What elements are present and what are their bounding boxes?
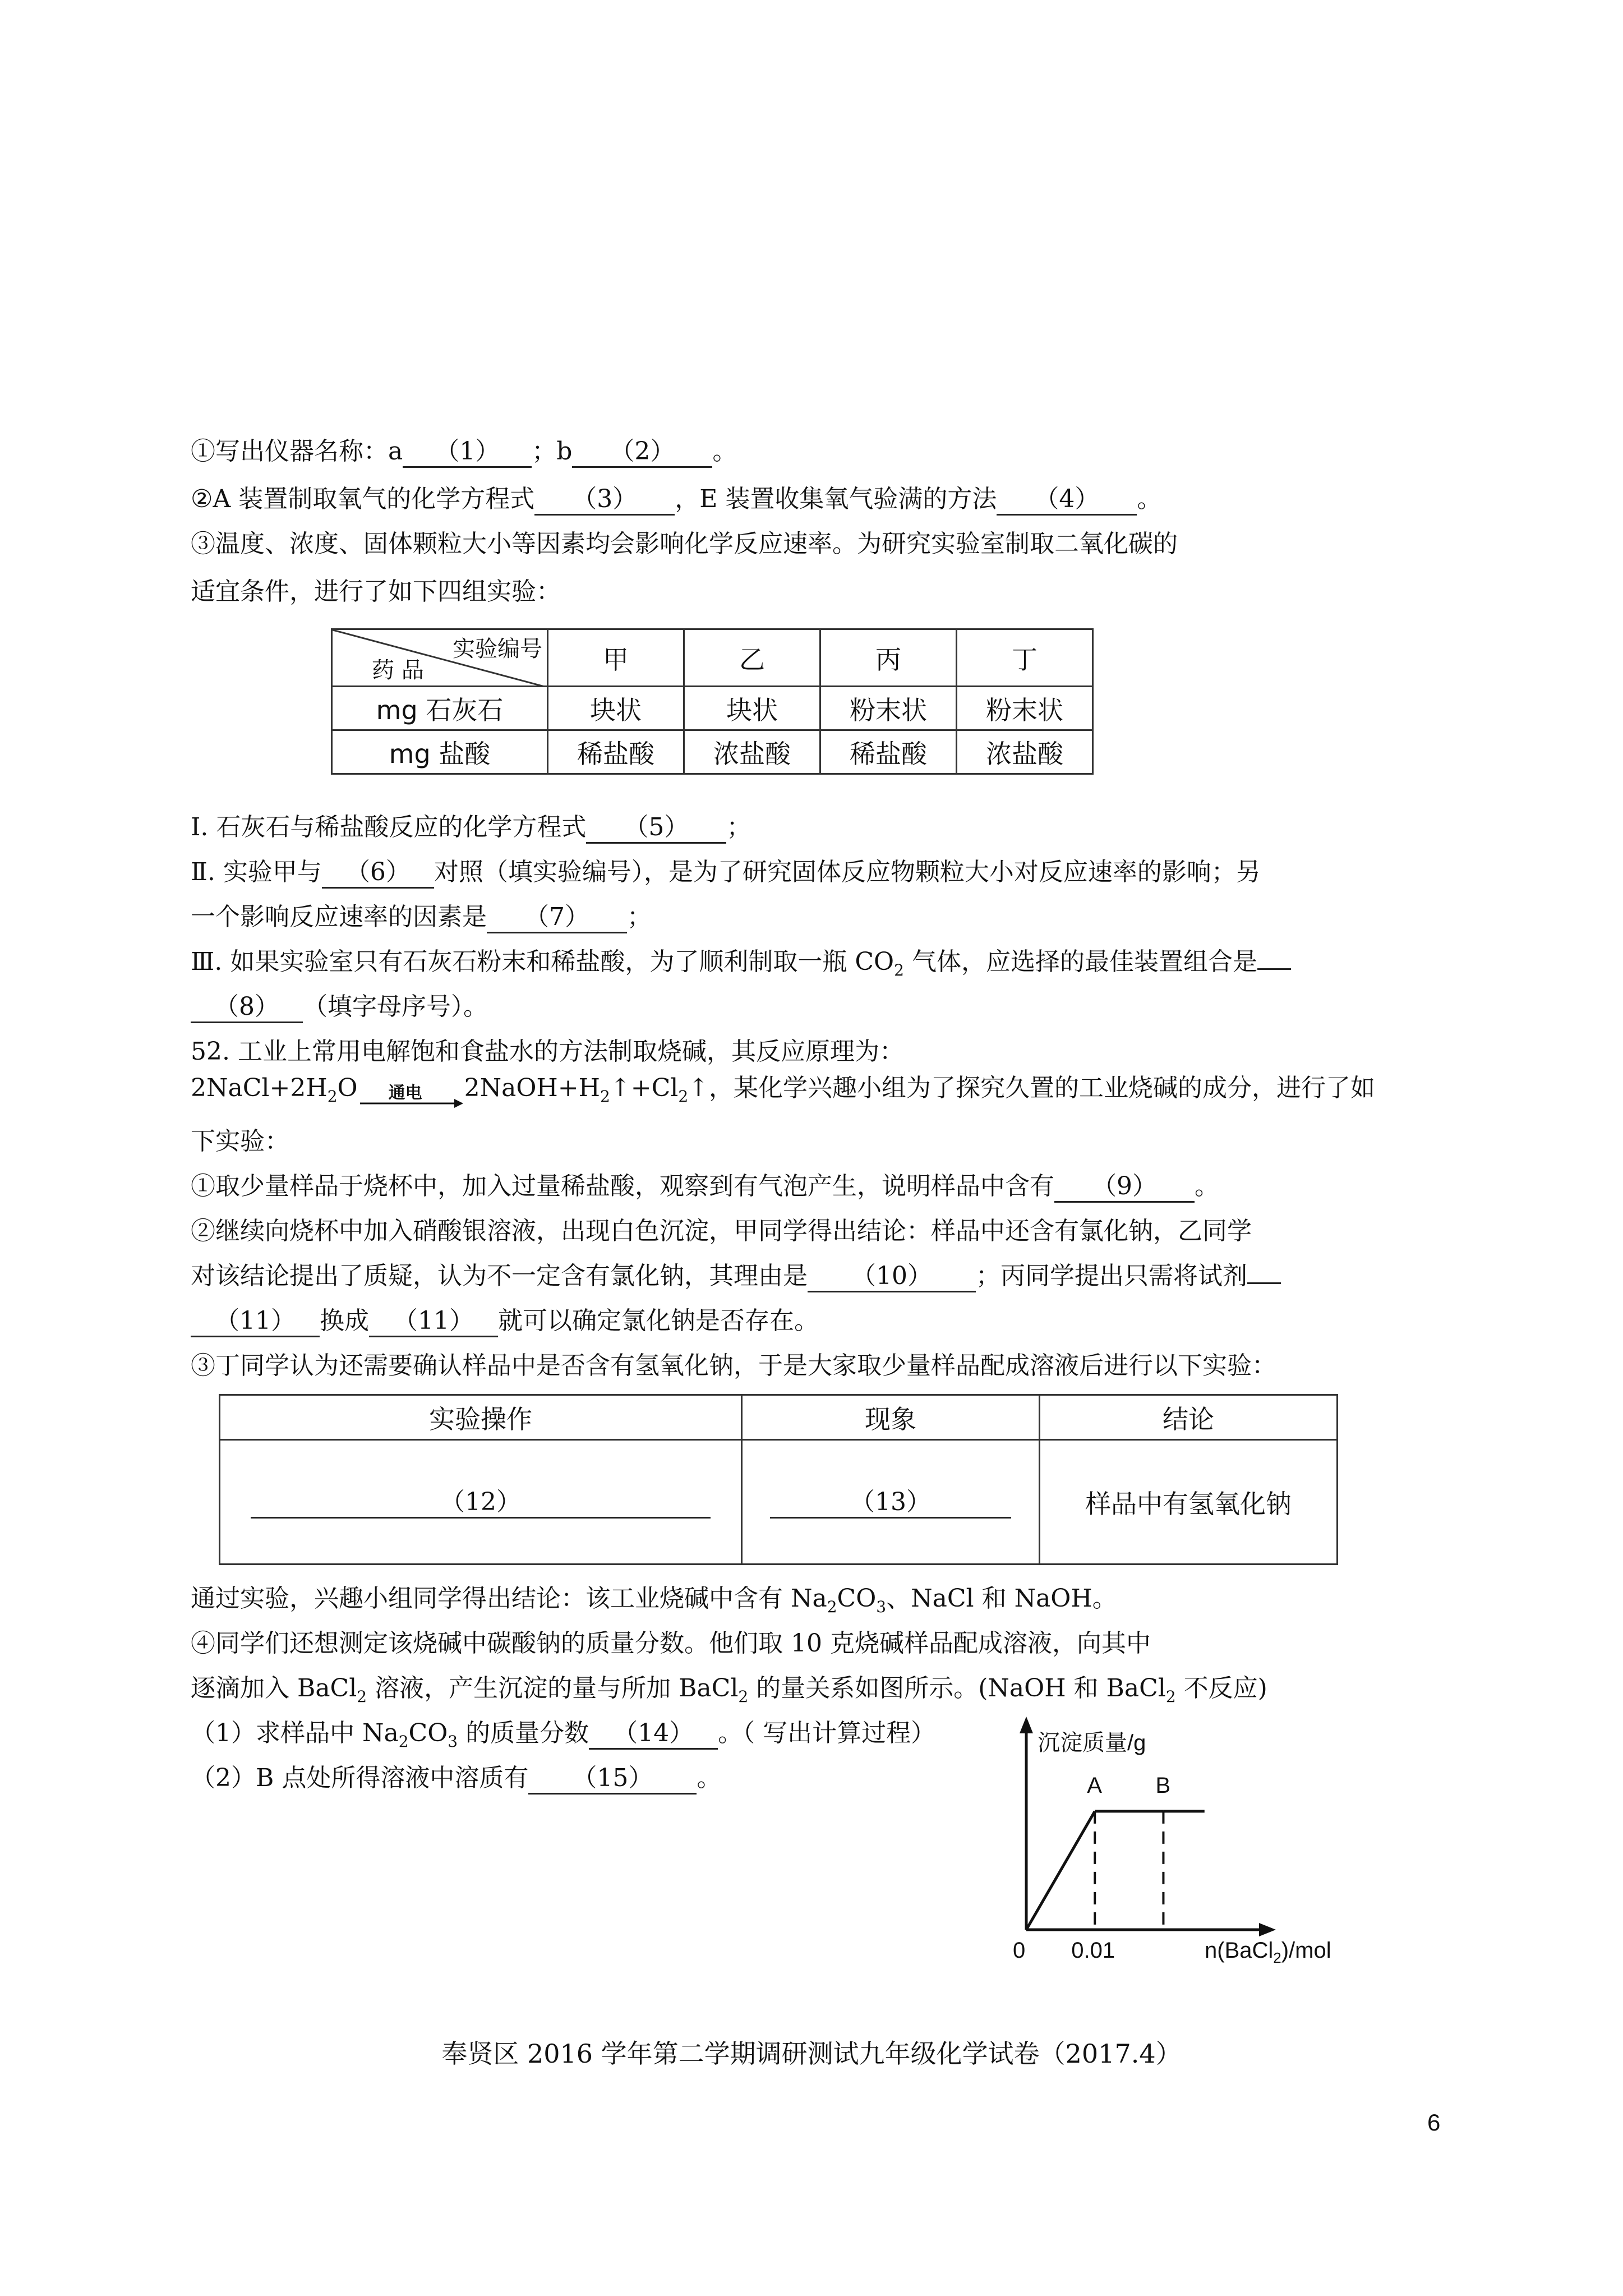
text: 对照（填实验编号），是为了研究固体反应物颗粒大小对反应速率的影响；另 [434,858,1261,886]
text: 换成 [320,1306,369,1335]
text: CO [837,1584,877,1613]
row-label: mg 盐酸 [332,730,548,774]
subscript: 2 [678,1087,689,1106]
text: （填字母序号）。 [303,992,488,1021]
text: 2NaCl+2H [191,1074,328,1102]
q52-step-3: ③丁同学认为还需要确认样品中是否含有氢氧化钠，于是大家取少量样品配成溶液后进行以下实验： [191,1351,1276,1380]
cell: 粉末状 [957,687,1093,730]
origin-label: 0 [1013,1938,1026,1963]
blank-10[interactable]: （10） [808,1262,976,1292]
subscript: 2 [1273,1949,1281,1966]
blank-5[interactable]: （5） [586,813,726,844]
conclusion-cell: 样品中有氢氧化钠 [1040,1440,1338,1565]
point-label-a: A [1087,1773,1102,1798]
cell: 浓盐酸 [684,730,820,774]
x-axis-label [1205,1938,1331,1967]
q52-step-2a: ②继续向烧杯中加入硝酸银溶液，出现白色沉淀，甲同学得出结论：样品中还含有氯化钠，乙同学 [191,1217,1252,1245]
col-header: 丙 [820,629,957,687]
text: 逐滴加入 BaCl [191,1674,357,1703]
blank-13[interactable]: （13） [770,1488,1011,1519]
point-label-b: B [1155,1773,1171,1798]
q51-line-3: ③温度、浓度、固体颗粒大小等因素均会影响化学反应速率。为研究实验室制取二氧化碳的 [191,530,1178,558]
text: 的质量分数 [458,1719,589,1747]
text: 。（ 写出计算过程） [718,1719,936,1747]
subscript: 3 [448,1732,458,1751]
text: 2NaOH+H [464,1074,601,1102]
blank-9[interactable]: （9） [1054,1172,1195,1203]
text: Ⅱ. 实验甲与 [191,858,322,886]
text: ↑，某化学兴趣小组为了探究久置的工业烧碱的成分，进行了如 [688,1074,1376,1102]
q52-intro: 52. 工业上常用电解饱和食盐水的方法制取烧碱，其反应原理为： [191,1037,904,1066]
text: ①写出仪器名称：a [191,437,403,466]
text: 一个影响反应速率的因素是 [191,903,487,931]
cell: 稀盐酸 [820,730,957,774]
text: )/mol [1281,1938,1331,1963]
blank-4[interactable]: （4） [997,485,1137,516]
text: ②A 装置制取氧气的化学方程式 [191,485,535,513]
subscript: 2 [398,1732,409,1751]
blank-15[interactable]: （15） [528,1764,697,1795]
x-axis-arrow [1259,1923,1276,1936]
text: 。 [712,437,737,466]
x-tick-label: 0.01 [1071,1938,1115,1963]
series-layer [1026,1811,1205,1930]
text: 对该结论提出了质疑，认为不一定含有氯化钠，其理由是 [191,1262,808,1290]
text: n(BaCl [1205,1938,1274,1963]
col-header: 结论 [1040,1395,1338,1440]
text: （1）求样品中 Na [191,1719,399,1747]
blank-12[interactable]: （12） [251,1488,711,1519]
text: 溶液，产生沉淀的量与所加 BaCl [367,1674,739,1703]
blank-11a[interactable]: （11） [191,1306,320,1337]
subscript: 3 [876,1597,887,1616]
text: O [337,1074,358,1102]
text: ； [726,813,751,841]
q52-line: 下实验： [191,1127,289,1156]
cell: 浓盐酸 [957,730,1093,774]
text: 。 [1195,1172,1219,1200]
series-segment [1026,1811,1095,1930]
text: ，E 装置收集氧气验满的方法 [675,485,997,513]
q51-line-4: 适宜条件，进行了如下四组实验： [191,577,561,606]
col-header: 甲 [548,629,684,687]
blank-8[interactable]: （8） [191,992,303,1023]
text: 。 [697,1764,722,1792]
text: 。 [1137,485,1162,513]
subscript: 2 [1165,1687,1176,1706]
header-bottom: 药 品 [372,657,424,683]
subscript: 2 [357,1687,367,1706]
subscript: 2 [827,1597,837,1616]
text: Ⅰ. 石灰石与稀盐酸反应的化学方程式 [191,813,587,841]
cell: 稀盐酸 [548,730,684,774]
q52-step-4a: ④同学们还想测定该烧碱中碳酸钠的质量分数。他们取 10 克烧碱样品配成溶液，向其中 [191,1629,1151,1658]
text: 、NaCl 和 NaOH。 [886,1584,1117,1613]
subscript: 2 [894,960,904,979]
subscript: 2 [738,1687,749,1706]
text: 气体，应选择的最佳装置组合是 [903,947,1257,976]
blank-11b[interactable]: （11） [369,1306,498,1337]
text: ①取少量样品于烧杯中，加入过量稀盐酸，观察到有气泡产生，说明样品中含有 [191,1172,1054,1200]
blank-1[interactable]: （1） [403,437,532,468]
text: ；b [532,437,573,466]
text: 就可以确定氯化钠是否存在。 [498,1306,819,1335]
text: （2）B 点处所得溶液中溶质有 [191,1764,529,1792]
subscript: 2 [600,1087,610,1106]
page-number: 6 [1427,2109,1441,2136]
text: ；丙同学提出只需将试剂 [976,1262,1247,1290]
y-axis-label: 沉淀质量/g [1038,1731,1146,1755]
text: CO [408,1719,448,1747]
row-label: mg 石灰石 [332,687,548,730]
cell: 块状 [548,687,684,730]
blank-6[interactable]: （6） [322,858,434,889]
text: 通过实验，兴趣小组同学得出结论：该工业烧碱中含有 Na [191,1584,827,1613]
header-top: 实验编号 [453,636,542,662]
blank-7[interactable]: （7） [487,903,627,933]
col-header: 实验操作 [220,1395,742,1440]
reaction-condition: 通电 [388,1083,422,1103]
col-header: 现象 [742,1395,1040,1440]
blank-14[interactable]: （14） [589,1719,718,1750]
subscript: 2 [327,1087,338,1106]
blank-2[interactable]: （2） [572,437,712,468]
text: ↑+Cl [610,1074,679,1102]
page-footer: 奉贤区 2016 学年第二学期调研测试九年级化学试卷（2017.4） [441,2039,1182,2069]
col-header: 乙 [684,629,820,687]
y-axis-arrow [1020,1717,1033,1733]
text: 的量关系如图所示。(NaOH 和 BaCl [748,1674,1166,1703]
cell: 块状 [684,687,820,730]
text: 不反应) [1175,1674,1267,1703]
cell: 粉末状 [820,687,957,730]
text: Ⅲ. 如果实验室只有石灰石粉末和稀盐酸，为了顺利制取一瓶 CO [191,947,895,976]
text: ； [627,903,652,931]
col-header: 丁 [957,629,1093,687]
blank-3[interactable]: （3） [534,485,675,516]
